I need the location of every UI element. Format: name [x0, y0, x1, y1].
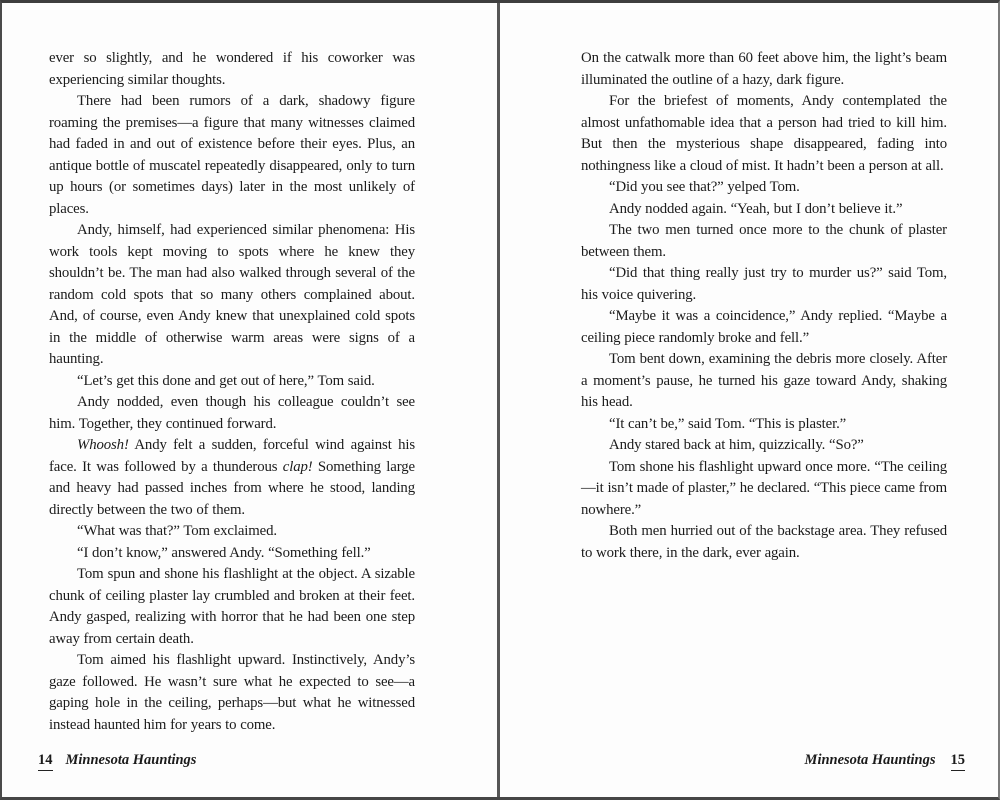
- paragraph: [581, 220, 947, 263]
- paragraph: [581, 48, 947, 91]
- paragraph: [581, 414, 947, 436]
- text-run: “Did you see that?” yelped Tom.: [609, 179, 800, 195]
- text-run: Something large and heavy had passed inches from where he stood, landing directly between the two of them.: [49, 458, 415, 518]
- text-run: Both men hurried out of the backstage area. They refused to work there, in the dark, ever again.: [581, 523, 947, 561]
- paragraph: [49, 371, 415, 393]
- page-right-footer: [805, 752, 965, 771]
- page-number-right: 15: [951, 752, 966, 771]
- paragraph: [581, 521, 947, 564]
- text-run: Andy felt a sudden, forceful wind against his face. It was followed by a thunderous: [49, 437, 415, 475]
- paragraph: [581, 435, 947, 457]
- page-left-footer: [38, 752, 196, 771]
- text-run: “What was that?” Tom exclaimed.: [77, 523, 277, 539]
- page-left-text: [49, 48, 415, 736]
- paragraph: [49, 91, 415, 220]
- text-run: Andy, himself, had experienced similar phenomena: His work tools kept moving to spots where he knew they shouldn’t be. The man had also walked through several of the random cold spots that so many others complained about. And, of course, even Andy knew that unexplained cold spots in the middle of otherwise warm areas were signs of a haunting.: [49, 222, 415, 367]
- text-run: “Maybe it was a coincidence,” Andy replied. “Maybe a ceiling piece randomly broke and fell.”: [581, 308, 947, 346]
- text-run: Tom aimed his flashlight upward. Instinctively, Andy’s gaze followed. He wasn’t sure what he expected to see—a gaping hole in the ceiling, perhaps—but what he witnessed instead haunted him for years to come.: [49, 652, 415, 733]
- text-run: For the briefest of moments, Andy contemplated the almost unfathomable idea that a person had tried to kill him. But then the mysterious shape disappeared, fading into nothingness like a cloud of mist. It hadn’t been a person at all.: [581, 93, 947, 174]
- paragraph: [49, 48, 415, 91]
- text-run: “It can’t be,” said Tom. “This is plaster.”: [609, 415, 847, 432]
- paragraph: [581, 457, 947, 522]
- paragraph: [49, 650, 415, 736]
- paragraph: [581, 263, 947, 306]
- text-run: “Did that thing really just try to murder us?” said Tom, his voice quivering.: [581, 265, 947, 303]
- page-right-text: [581, 48, 947, 564]
- text-run: Tom shone his flashlight upward once more. “The ceiling—it isn’t made of plaster,” he declared. “This piece came from nowhere.”: [581, 458, 947, 518]
- text-run: “Let’s get this done and get out of here,” Tom said.: [77, 372, 375, 389]
- text-run: The two men turned once more to the chunk of plaster between them.: [581, 222, 947, 260]
- running-title-left: Minnesota Hauntings: [65, 752, 197, 768]
- paragraph: [49, 435, 415, 521]
- text-run: There had been rumors of a dark, shadowy figure roaming the premises—a figure that many witnesses claimed had faded in and out of existence before their eyes. Plus, an antique bottle of muscatel repeatedly disappeared, only to turn up hours (or sometimes days) later in the most unlikely of places.: [49, 93, 415, 217]
- text-run: On the catwalk more than 60 feet above him, the light’s beam illuminated the outline of a hazy, dark figure.: [581, 50, 947, 88]
- text-run: Andy nodded again. “Yeah, but I don’t believe it.”: [609, 200, 903, 217]
- running-title-right: Minnesota Hauntings: [804, 752, 936, 768]
- paragraph: [581, 177, 947, 199]
- text-run: Andy stared back at him, quizzically. “So?”: [609, 437, 864, 453]
- italic-text-run: Whoosh!: [77, 437, 129, 453]
- italic-text-run: clap!: [282, 458, 313, 475]
- paragraph: [49, 220, 415, 371]
- page-right: [500, 3, 998, 797]
- text-run: Tom bent down, examining the debris more closely. After a moment’s pause, he turned his gaze toward Andy, shaking his head.: [581, 351, 947, 410]
- paragraph: [581, 349, 947, 414]
- text-run: ever so slightly, and he wondered if his coworker was experiencing similar thoughts.: [49, 50, 415, 88]
- paragraph: [581, 199, 947, 221]
- paragraph: [49, 392, 415, 435]
- paragraph: [49, 564, 415, 650]
- page-number-left: 14: [38, 752, 53, 771]
- text-run: “I don’t know,” answered Andy. “Something fell.”: [77, 544, 371, 561]
- paragraph: [581, 91, 947, 177]
- paragraph: [581, 306, 947, 349]
- text-run: Tom spun and shone his flashlight at the object. A sizable chunk of ceiling plaster lay crumbled and broken at their feet. Andy gasped, realizing with horror that he had been one step away from certain death.: [49, 566, 415, 647]
- paragraph: [49, 521, 415, 543]
- paragraph: [49, 543, 415, 565]
- page-left: [2, 3, 497, 797]
- text-run: Andy nodded, even though his colleague couldn’t see him. Together, they continued forward.: [49, 394, 415, 432]
